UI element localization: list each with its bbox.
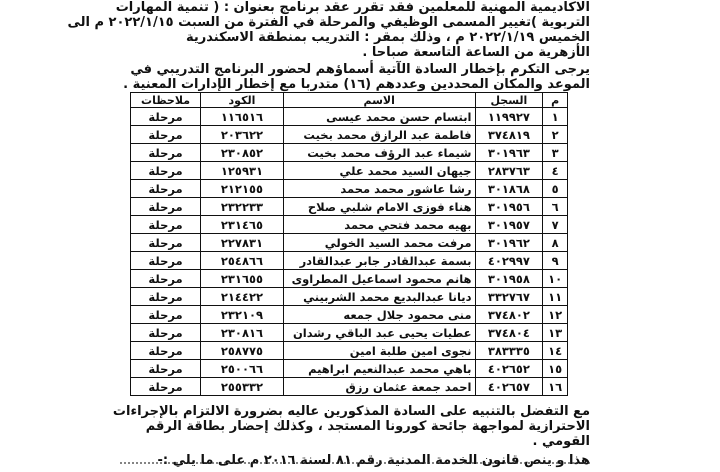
cell-notes: مرحلة xyxy=(131,198,201,216)
cell-num: ٩ xyxy=(543,252,568,270)
cell-code: ٢٠٣٦٢٢ xyxy=(201,126,284,144)
cell-code: ٢٣٠٨١٦ xyxy=(201,324,284,342)
cell-num: ١٤ xyxy=(543,342,568,360)
cell-code: ٢٥٤٨٦٦ xyxy=(201,252,284,270)
cell-num: ٦ xyxy=(543,198,568,216)
table-row xyxy=(131,234,568,252)
footer-paragraph xyxy=(112,404,590,468)
cell-name: مرفت محمد السيد الخولي xyxy=(283,234,475,252)
cell-num: ١٣ xyxy=(543,324,568,342)
table-row xyxy=(131,144,568,162)
cell-code: ٢٥٥٣٣٢ xyxy=(201,378,284,396)
cell-notes: مرحلة xyxy=(131,378,201,396)
footer-line: القومي . xyxy=(532,434,590,449)
table-row xyxy=(131,216,568,234)
cell-reg: ٣٠١٩٥٧ xyxy=(475,216,543,234)
cell-code: ٢٣٠٨٥٢ xyxy=(201,144,284,162)
table-row xyxy=(131,270,568,288)
cell-reg: ٣٧٤٨٠٢ xyxy=(475,306,543,324)
header-code: الكود xyxy=(201,93,284,108)
cell-reg: ٣٧٤٨٠٤ xyxy=(475,324,543,342)
cell-notes: مرحلة xyxy=(131,234,201,252)
cell-num: ١٢ xyxy=(543,306,568,324)
intro-paragraph xyxy=(67,0,590,60)
cell-reg: ١١٩٩٢٧ xyxy=(475,108,543,126)
header-reg: السجل xyxy=(475,93,543,108)
cell-name: فاطمة عبد الرازق محمد بخيت xyxy=(283,126,475,144)
intro-line: الخميس ٢٠٢٢/١/١٩ م ، وذلك بمقر : التدريب بمنطقة الاسكندرية xyxy=(186,30,590,45)
cell-num: ١٥ xyxy=(543,360,568,378)
instruction-line: الموعد والمكان المحددين وعددهم (١٦) متدربا مع إخطار الإدارات المعنية . xyxy=(123,77,590,92)
table-row xyxy=(131,342,568,360)
table-row xyxy=(131,288,568,306)
cell-notes: مرحلة xyxy=(131,162,201,180)
table-row xyxy=(131,360,568,378)
cell-name: ابتسام حسن محمد عيسى xyxy=(283,108,475,126)
cell-num: ١ xyxy=(543,108,568,126)
cell-notes: مرحلة xyxy=(131,288,201,306)
instruction-paragraph xyxy=(120,62,590,92)
cell-name: هانم محمود اسماعيل المطراوى xyxy=(283,270,475,288)
cell-notes: مرحلة xyxy=(131,324,201,342)
cell-name: عطيات يحيى عبد الباقي رشدان xyxy=(283,324,475,342)
cell-reg: ٤٠٢٦٥٢ xyxy=(475,360,543,378)
cell-reg: ٣٠١٩٥٦ xyxy=(475,198,543,216)
cell-notes: مرحلة xyxy=(131,180,201,198)
cell-num: ٨ xyxy=(543,234,568,252)
trainees-table xyxy=(130,92,568,396)
cell-code: ١١٦٥١٦ xyxy=(201,108,284,126)
cell-name: رشا عاشور محمد محمد xyxy=(283,180,475,198)
table-row xyxy=(131,108,568,126)
cell-name: بهيه محمد فتحي محمد xyxy=(283,216,475,234)
cell-notes: مرحلة xyxy=(131,216,201,234)
cell-name: احمد جمعة عثمان رزق xyxy=(283,378,475,396)
table-row xyxy=(131,180,568,198)
cell-num: ٧ xyxy=(543,216,568,234)
cell-name: نجوى امين طلبة امين xyxy=(283,342,475,360)
table-row xyxy=(131,198,568,216)
instruction-line: يرجى التكرم بإخطار السادة الآتية أسماؤهم لحضور البرنامج التدريبي في xyxy=(130,62,590,77)
cell-code: ٢٥٨٧٧٥ xyxy=(201,342,284,360)
cell-reg: ٣٣٢٧٦٧ xyxy=(475,288,543,306)
cell-notes: مرحلة xyxy=(131,144,201,162)
cell-name: باهي محمد عبدالنعيم ابراهيم xyxy=(283,360,475,378)
table-row xyxy=(131,324,568,342)
intro-line: التربوية )تغيير المسمى الوظيفي والمرحلة في الفترة من السبت ٢٠٢٢/١/١٥ م الى xyxy=(67,15,590,30)
cell-reg: ٢٨٣٧٦٣ xyxy=(475,162,543,180)
cell-code: ٢٢٧٨٣١ xyxy=(201,234,284,252)
cell-code: ٢٣٢١٠٩ xyxy=(201,306,284,324)
table-row xyxy=(131,252,568,270)
header-num: م xyxy=(543,93,568,108)
table-row xyxy=(131,306,568,324)
cell-code: ٢١٤٤٢٢ xyxy=(201,288,284,306)
cell-notes: مرحلة xyxy=(131,342,201,360)
cell-reg: ٤٠٢٩٩٧ xyxy=(475,252,543,270)
table-row xyxy=(131,126,568,144)
cell-reg: ٣٠١٩٦٣ xyxy=(475,144,543,162)
table-body xyxy=(131,108,568,396)
cut-off-text-edge xyxy=(120,462,590,472)
cell-notes: مرحلة xyxy=(131,360,201,378)
cell-notes: مرحلة xyxy=(131,126,201,144)
cell-name: جيهان السيد محمد علي xyxy=(283,162,475,180)
table-header-row xyxy=(131,93,568,108)
cell-code: ٢٣١٦٥٥ xyxy=(201,270,284,288)
cell-code: ١٢٥٩٣١ xyxy=(201,162,284,180)
cell-notes: مرحلة xyxy=(131,306,201,324)
cell-code: ٢٣٢٢٣٣ xyxy=(201,198,284,216)
cell-num: ٥ xyxy=(543,180,568,198)
footer-line: مع التفضل بالتنبيه على السادة المذكورين عاليه بضرورة الالتزام بالإجراءات xyxy=(112,404,590,419)
header-name: الاسم xyxy=(283,93,475,108)
cell-notes: مرحلة xyxy=(131,270,201,288)
intro-line: الأزهرية من الساعة التاسعة صباحا . xyxy=(362,45,590,60)
header-notes: ملاحظات xyxy=(131,93,201,108)
cell-name: ديانا عبدالبديع محمد الشربيني xyxy=(283,288,475,306)
cell-name: شيماء عبد الرؤف محمد بخيت xyxy=(283,144,475,162)
cell-reg: ٣٧٤٨١٩ xyxy=(475,126,543,144)
cell-name: منى محمود جلال جمعه xyxy=(283,306,475,324)
cell-reg: ٤٠٢٦٥٧ xyxy=(475,378,543,396)
cell-notes: مرحلة xyxy=(131,252,201,270)
cell-num: ١١ xyxy=(543,288,568,306)
footer-line: الاحترازية لمواجهة جائحة كورونا المستجد ، وكذلك إحضار بطاقة الرقم xyxy=(145,419,590,434)
intro-line: الاكاديمية المهنية للمعلمين فقد تقرر عقد برنامج بعنوان : ( تنمية المهارات xyxy=(115,0,590,15)
cell-num: ٤ xyxy=(543,162,568,180)
cell-num: ١٦ xyxy=(543,378,568,396)
cell-num: ٣ xyxy=(543,144,568,162)
cell-reg: ٣٠١٩٦٢ xyxy=(475,234,543,252)
cell-name: بسمة عبدالقادر جابر عبدالقادر xyxy=(283,252,475,270)
law-line: هذا و ينص قانون الخدمة المدنية رقم ٨١ لسنة ٢٠١٦ م على ما يلي :- xyxy=(157,453,590,468)
table-row xyxy=(131,378,568,396)
cell-num: ٢ xyxy=(543,126,568,144)
cell-code: ٢٥٠٠٦٦ xyxy=(201,360,284,378)
cell-name: هناء فوزى الامام شلبي صلاح xyxy=(283,198,475,216)
table-row xyxy=(131,162,568,180)
cell-code: ٢١٢١٥٥ xyxy=(201,180,284,198)
cell-reg: ٣٠١٨٦٨ xyxy=(475,180,543,198)
cell-reg: ٣٠١٩٥٨ xyxy=(475,270,543,288)
cell-notes: مرحلة xyxy=(131,108,201,126)
cell-num: ١٠ xyxy=(543,270,568,288)
cell-code: ٢٣١٤٦٥ xyxy=(201,216,284,234)
cell-reg: ٣٨٣٣٣٥ xyxy=(475,342,543,360)
